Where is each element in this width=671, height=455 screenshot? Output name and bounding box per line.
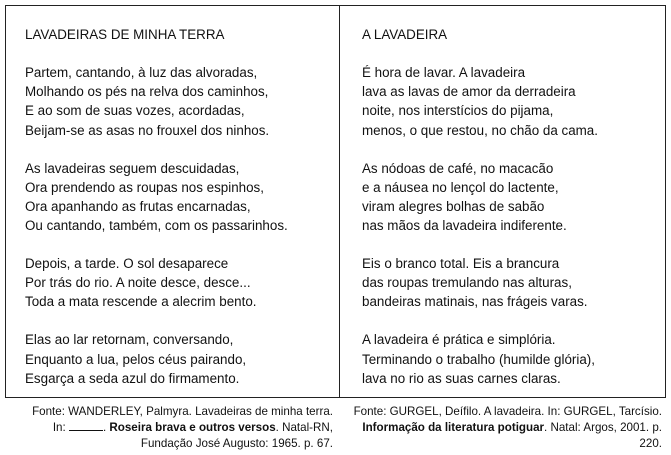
verse-line: E ao som de suas vozes, acordadas, <box>25 103 245 119</box>
stanza <box>25 159 339 236</box>
citation-line <box>32 420 333 436</box>
verse-line: menos, o que restou, no chão da cama. <box>362 122 598 138</box>
citation-line: Fonte: WANDERLEY, Palmyra. Lavadeiras de minha terra. <box>32 405 333 418</box>
citation-text: . Natal-RN, <box>275 421 333 435</box>
citation-line: Fundação José Augusto: 1965. p. 67. <box>140 437 333 451</box>
verse-line: Ora prendendo as roupas nos espinhos, <box>25 179 264 195</box>
poem-cell-lavadeiras-de-minha-terra <box>6 6 340 397</box>
stanza <box>25 330 339 388</box>
verse-line: Partem, cantando, à luz das alvoradas, <box>25 64 258 80</box>
verse-line: Eis o branco total. Eis a brancura <box>362 256 560 272</box>
verse-line: Elas ao lar retornam, conversando, <box>25 332 234 348</box>
stanza <box>362 159 665 236</box>
citation-text: . Natal: Argos, 2001. p. <box>544 421 662 435</box>
stanza <box>25 254 339 312</box>
citation-blank <box>69 420 103 431</box>
verse-line: Ora apanhando as frutas encarnadas, <box>25 198 251 214</box>
verse-line: viram alegres bolhas de sabão <box>362 198 545 214</box>
verse-line: lava no rio as suas carnes claras. <box>362 370 561 386</box>
poems-table <box>5 5 666 398</box>
verse-line: Toda a mata rescende a alecrim bento. <box>25 294 257 310</box>
verse-line: As lavadeiras seguem descuidadas, <box>25 160 240 176</box>
verse-line: As nódoas de café, no macacão <box>362 160 554 176</box>
verse-line: A lavadeira é prática e simplória. <box>362 332 556 348</box>
citation-text: . <box>102 421 110 435</box>
citation-text: In: <box>52 421 69 435</box>
verse-line: Molhando os pés na relva dos caminhos, <box>25 84 269 100</box>
verse-line: lava as lavas de amor da derradeira <box>362 84 576 100</box>
source-citation-left <box>32 404 333 453</box>
verse-line: e a náusea no lençol do lactente, <box>362 179 559 195</box>
verse-line: das roupas tremulando nas alturas, <box>362 275 572 291</box>
poem-title: A LAVADEIRA <box>362 27 448 42</box>
poem-stanzas <box>25 63 339 388</box>
verse-line: Terminando o trabalho (humilde glória), <box>362 351 595 367</box>
verse-line: É hora de lavar. A lavadeira <box>362 64 526 80</box>
verse-line: Ou cantando, também, com os passarinhos. <box>25 218 288 234</box>
verse-line: noite, nos interstícios do pijama, <box>362 103 554 119</box>
source-citation-right <box>354 404 662 453</box>
poem-stanzas <box>362 63 665 388</box>
citation-book-title: Informação da literatura potiguar <box>362 421 545 435</box>
verse-line: Enquanto a lua, pelos céus pairando, <box>25 351 247 367</box>
poem-cell-a-lavadeira <box>340 6 665 397</box>
citation-line: 220. <box>639 437 662 451</box>
verse-line: bandeiras matinais, nas frágeis varas. <box>362 294 588 310</box>
stanza <box>362 330 665 388</box>
verse-line: Por trás do rio. A noite desce, desce... <box>25 275 251 291</box>
citation-book-title: Roseira brava e outros versos <box>109 421 276 435</box>
stanza <box>362 63 665 140</box>
poem-title: LAVADEIRAS DE MINHA TERRA <box>25 27 225 42</box>
stanza <box>362 254 665 312</box>
verse-line: Depois, a tarde. O sol desaparece <box>25 256 229 272</box>
verse-line: nas mãos da lavadeira indiferente. <box>362 218 567 234</box>
citation-line: Fonte: GURGEL, Deífilo. A lavadeira. In: GURGEL, Tarcísio. <box>353 405 662 418</box>
verse-line: Esgarça a seda azul do firmamento. <box>25 370 240 386</box>
citation-line <box>354 420 662 436</box>
stanza <box>25 63 339 140</box>
verse-line: Beijam-se as asas no frouxel dos ninhos. <box>25 122 270 138</box>
